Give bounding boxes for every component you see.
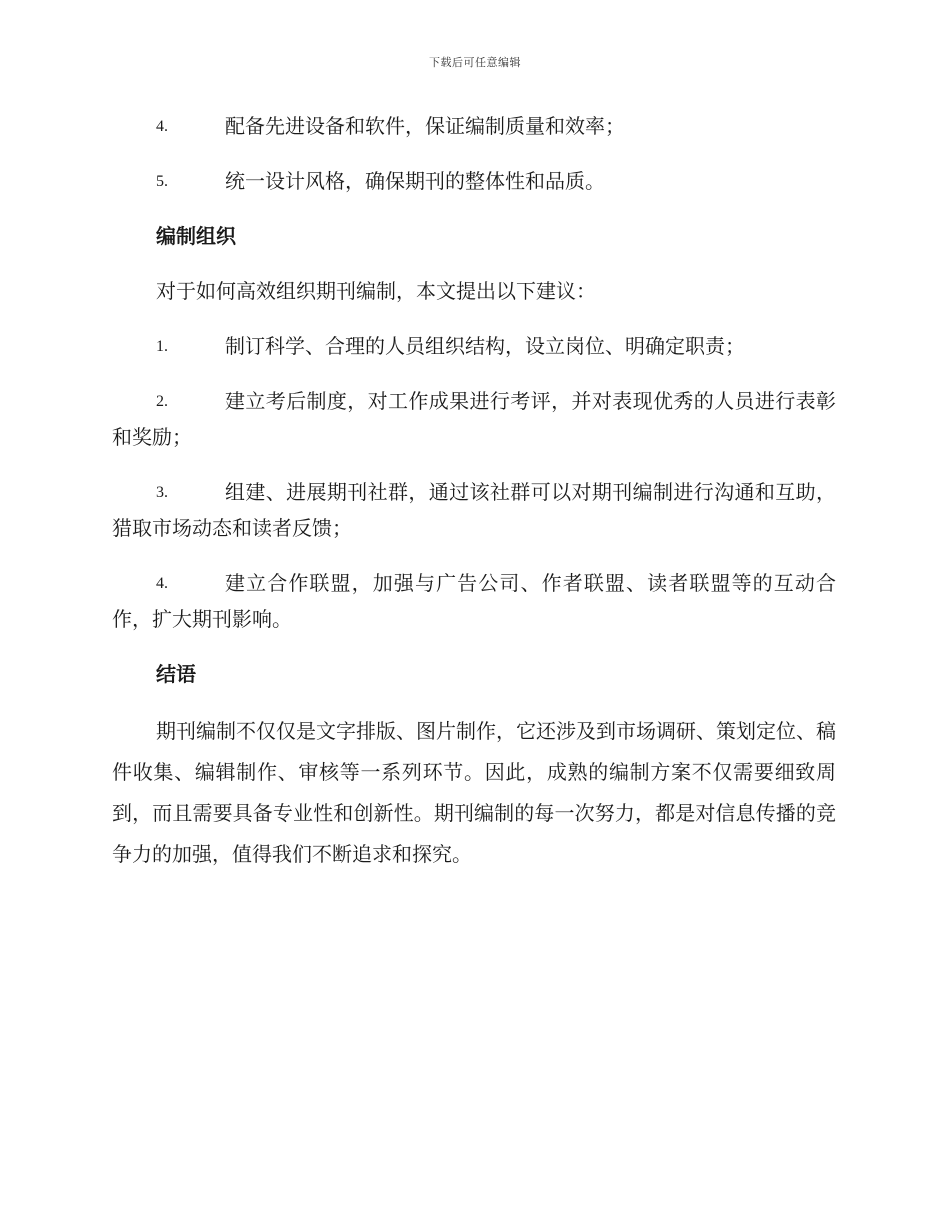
section-intro-paragraph: 对于如何高效组织期刊编制，本文提出以下建议：: [156, 279, 596, 303]
list-item-number: 2.: [156, 393, 168, 410]
list-item-number: 5.: [156, 173, 168, 190]
list-item-text: 统一设计风格，确保期刊的整体性和品质。: [225, 169, 605, 193]
list-item: [112, 108, 836, 144]
document-body: [112, 108, 836, 894]
list-item-number: 3.: [156, 484, 168, 501]
section-heading-organization: 编制组织: [156, 224, 236, 248]
list-item: [112, 163, 836, 199]
list-item: [112, 474, 836, 546]
list-item-text: 建立合作联盟，加强与广告公司、作者联盟、读者联盟等的互动合作，扩大期刊影响。: [112, 571, 836, 631]
list-item: [112, 565, 836, 637]
list-item: [112, 328, 836, 364]
conclusion-paragraph: 期刊编制不仅仅是文字排版、图片制作，它还涉及到市场调研、策划定位、稿件收集、编辑制作、审核等一系列环节。因此，成熟的编制方案不仅需要细致周到，而且需要具备专业性和创新性。期刊编制的每一次努力，都是对信息传播的竞争力的加强，值得我们不断追求和探究。: [112, 719, 836, 866]
list-item-text: 制订科学、合理的人员组织结构，设立岗位、明确定职责；: [225, 334, 745, 358]
list-item-text: 组建、进展期刊社群，通过该社群可以对期刊编制进行沟通和互助，猎取市场动态和读者反馈；: [112, 480, 836, 540]
list-item-number: 4.: [156, 118, 168, 135]
list-item: [112, 383, 836, 455]
section-heading-conclusion: 结语: [156, 662, 196, 686]
list-item-text: 配备先进设备和软件，保证编制质量和效率；: [225, 114, 625, 138]
page-header: 下载后可任意编辑: [429, 56, 521, 69]
list-item-text: 建立考后制度，对工作成果进行考评，并对表现优秀的人员进行表彰和奖励；: [112, 389, 836, 449]
list-item-number: 4.: [156, 575, 168, 592]
list-item-number: 1.: [156, 338, 168, 355]
